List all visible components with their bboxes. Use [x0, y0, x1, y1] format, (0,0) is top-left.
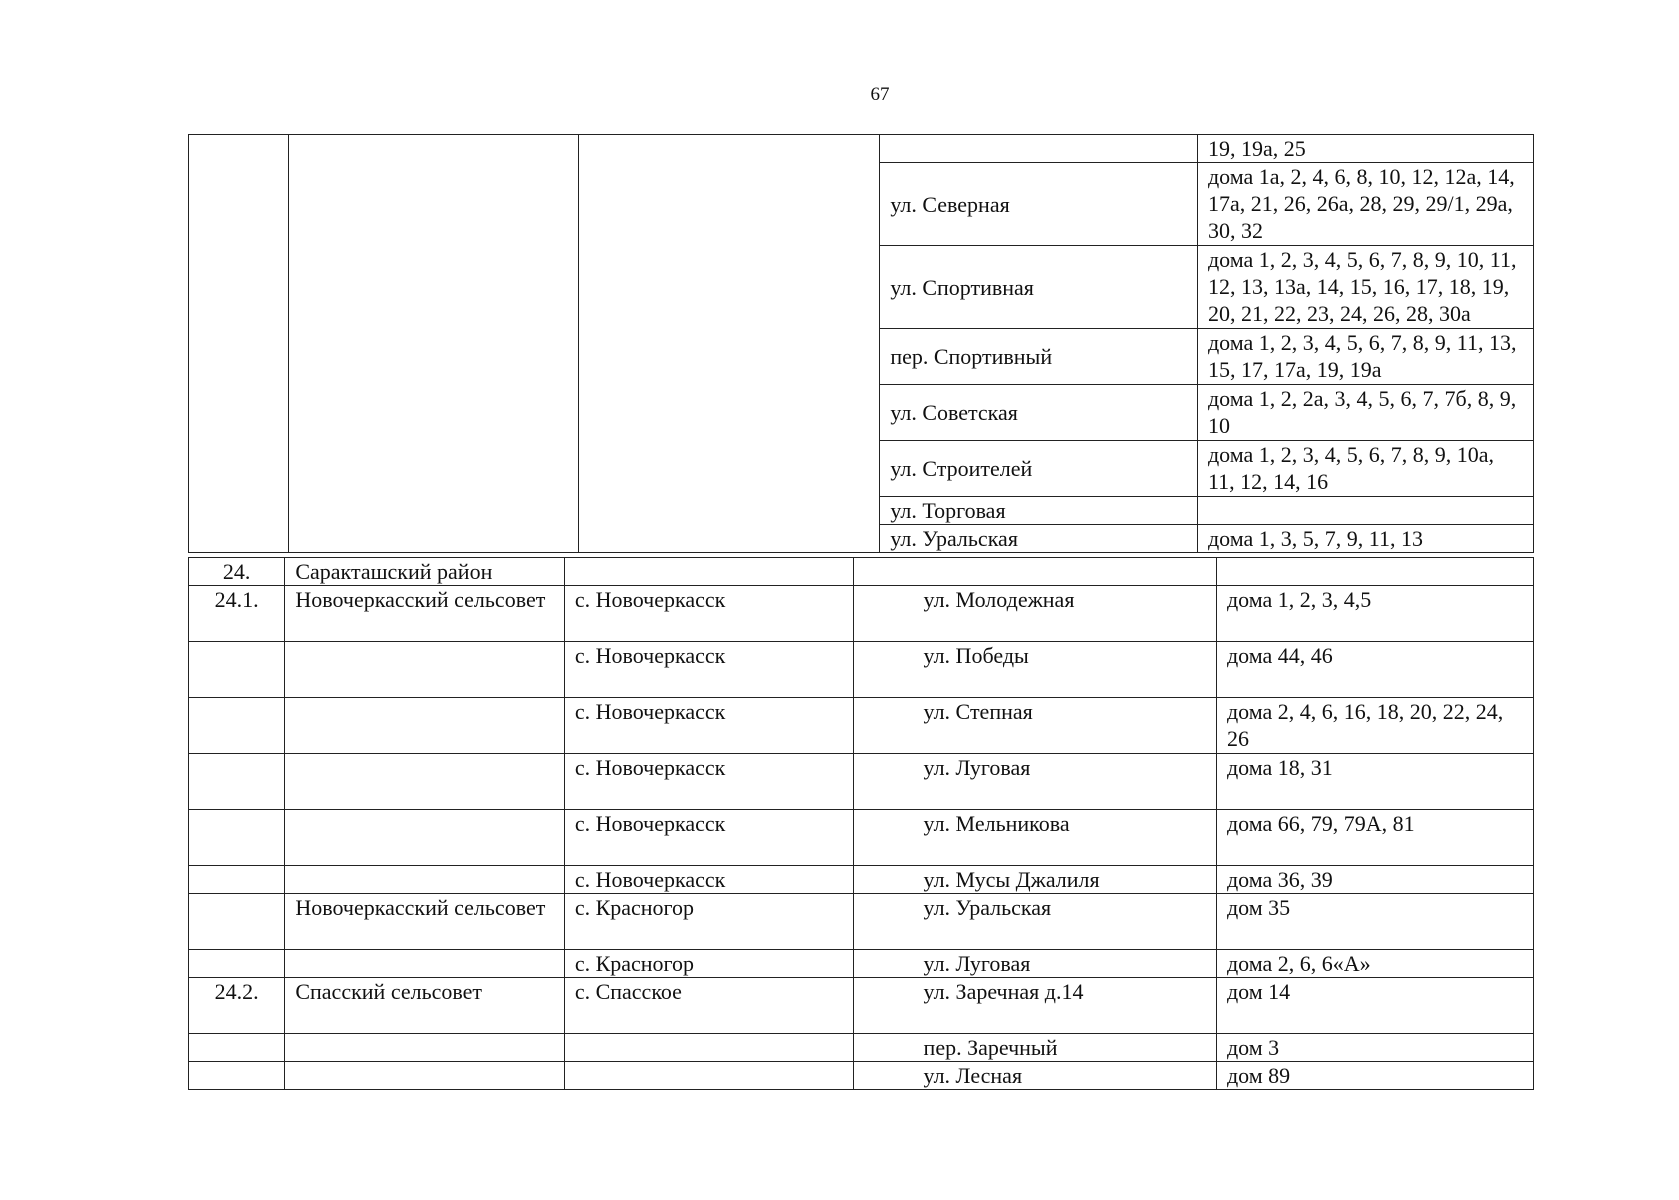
street-cell: [853, 558, 1216, 586]
houses-cell: дома 1, 2, 3, 4, 5, 6, 7, 8, 9, 10а, 11, 12, 14, 16: [1197, 441, 1533, 497]
street-cell: ул. Строителей: [880, 441, 1198, 497]
settlement-cell: с. Красногор: [564, 894, 853, 950]
table-row: [189, 950, 1534, 978]
page-number: 67: [870, 84, 890, 105]
settlement-cell: с. Новочеркасск: [564, 642, 853, 698]
municipality-cell: [285, 698, 564, 754]
settlement-cell: с. Новочеркасск: [564, 810, 853, 866]
municipality-cell: Новочеркасский сельсовет: [285, 894, 564, 950]
table-row: [189, 894, 1534, 950]
table-row: [189, 754, 1534, 810]
table-row: [189, 558, 1534, 586]
street-cell: ул. Мельникова: [853, 810, 1216, 866]
street-cell: ул. Уральская: [880, 525, 1198, 553]
table-row: [189, 978, 1534, 1034]
num-cell: [189, 1062, 285, 1090]
municipality-cell: [288, 135, 578, 553]
settlement-cell: с. Спасское: [564, 978, 853, 1034]
municipality-cell: [285, 810, 564, 866]
num-cell: 24.: [189, 558, 285, 586]
houses-cell: дома 1, 2, 2а, 3, 4, 5, 6, 7, 7б, 8, 9, 10: [1197, 385, 1533, 441]
settlement-cell: с. Новочеркасск: [564, 586, 853, 642]
street-cell: ул. Степная: [853, 698, 1216, 754]
municipality-cell: [285, 866, 564, 894]
street-cell: ул. Заречная д.14: [853, 978, 1216, 1034]
street-cell: ул. Мусы Джалиля: [853, 866, 1216, 894]
street-cell: ул. Молодежная: [853, 586, 1216, 642]
houses-cell: дома 66, 79, 79А, 81: [1216, 810, 1533, 866]
num-cell: [189, 894, 285, 950]
houses-cell: дом 14: [1216, 978, 1533, 1034]
municipality-cell: Саракташский район: [285, 558, 564, 586]
num-cell: [189, 698, 285, 754]
district-table: [188, 557, 1534, 1090]
municipality-cell: Новочеркасский сельсовет: [285, 586, 564, 642]
street-cell: ул. Торговая: [880, 497, 1198, 525]
table-row: [189, 866, 1534, 894]
houses-cell: дома 1а, 2, 4, 6, 8, 10, 12, 12а, 14, 17а, 21, 26, 26а, 28, 29, 29/1, 29а, 30, 32: [1197, 163, 1533, 246]
houses-cell: дома 36, 39: [1216, 866, 1533, 894]
settlement-cell: с. Красногор: [564, 950, 853, 978]
houses-cell: дома 2, 6, 6«А»: [1216, 950, 1533, 978]
houses-cell: дом 89: [1216, 1062, 1533, 1090]
settlement-cell: с. Новочеркасск: [564, 698, 853, 754]
num-cell: [189, 950, 285, 978]
houses-cell: 19, 19а, 25: [1197, 135, 1533, 163]
houses-cell: [1197, 497, 1533, 525]
municipality-cell: [285, 950, 564, 978]
num-cell: [189, 754, 285, 810]
street-cell: ул. Северная: [880, 163, 1198, 246]
table-row: [189, 586, 1534, 642]
continuation-table: [188, 134, 1534, 553]
num-cell: [189, 866, 285, 894]
street-cell: ул. Спортивная: [880, 246, 1198, 329]
houses-cell: дома 1, 2, 3, 4, 5, 6, 7, 8, 9, 11, 13, 15, 17, 17а, 19, 19а: [1197, 329, 1533, 385]
street-cell: пер. Заречный: [853, 1034, 1216, 1062]
municipality-cell: [285, 754, 564, 810]
num-cell: [189, 810, 285, 866]
houses-cell: дома 1, 3, 5, 7, 9, 11, 13: [1197, 525, 1533, 553]
houses-cell: дома 18, 31: [1216, 754, 1533, 810]
municipality-cell: [285, 1062, 564, 1090]
num-cell: [189, 642, 285, 698]
street-cell: ул. Луговая: [853, 950, 1216, 978]
street-cell: ул. Советская: [880, 385, 1198, 441]
houses-cell: [1216, 558, 1533, 586]
table-row: [189, 1034, 1534, 1062]
houses-cell: дома 1, 2, 3, 4,5: [1216, 586, 1533, 642]
houses-cell: дома 2, 4, 6, 16, 18, 20, 22, 24, 26: [1216, 698, 1533, 754]
houses-cell: дом 35: [1216, 894, 1533, 950]
street-cell: ул. Уральская: [853, 894, 1216, 950]
municipality-cell: [285, 1034, 564, 1062]
table-row: [189, 698, 1534, 754]
street-cell: пер. Спортивный: [880, 329, 1198, 385]
table-row: [189, 642, 1534, 698]
settlement-cell: с. Новочеркасск: [564, 754, 853, 810]
num-cell: 24.2.: [189, 978, 285, 1034]
street-cell: ул. Луговая: [853, 754, 1216, 810]
settlement-cell: [578, 135, 879, 553]
num-cell: [189, 135, 289, 553]
municipality-cell: Спасский сельсовет: [285, 978, 564, 1034]
street-cell: ул. Победы: [853, 642, 1216, 698]
num-cell: 24.1.: [189, 586, 285, 642]
street-cell: [880, 135, 1198, 163]
houses-cell: дом 3: [1216, 1034, 1533, 1062]
municipality-cell: [285, 642, 564, 698]
settlement-cell: [564, 1034, 853, 1062]
table-row: [189, 810, 1534, 866]
street-cell: ул. Лесная: [853, 1062, 1216, 1090]
houses-cell: дома 44, 46: [1216, 642, 1533, 698]
settlement-cell: [564, 558, 853, 586]
table-row: [189, 1062, 1534, 1090]
houses-cell: дома 1, 2, 3, 4, 5, 6, 7, 8, 9, 10, 11, 12, 13, 13а, 14, 15, 16, 17, 18, 19, 20, 21, 22, 23, 24, 26, 28, 30а: [1197, 246, 1533, 329]
settlement-cell: с. Новочеркасск: [564, 866, 853, 894]
table-row: [189, 135, 1534, 163]
settlement-cell: [564, 1062, 853, 1090]
num-cell: [189, 1034, 285, 1062]
